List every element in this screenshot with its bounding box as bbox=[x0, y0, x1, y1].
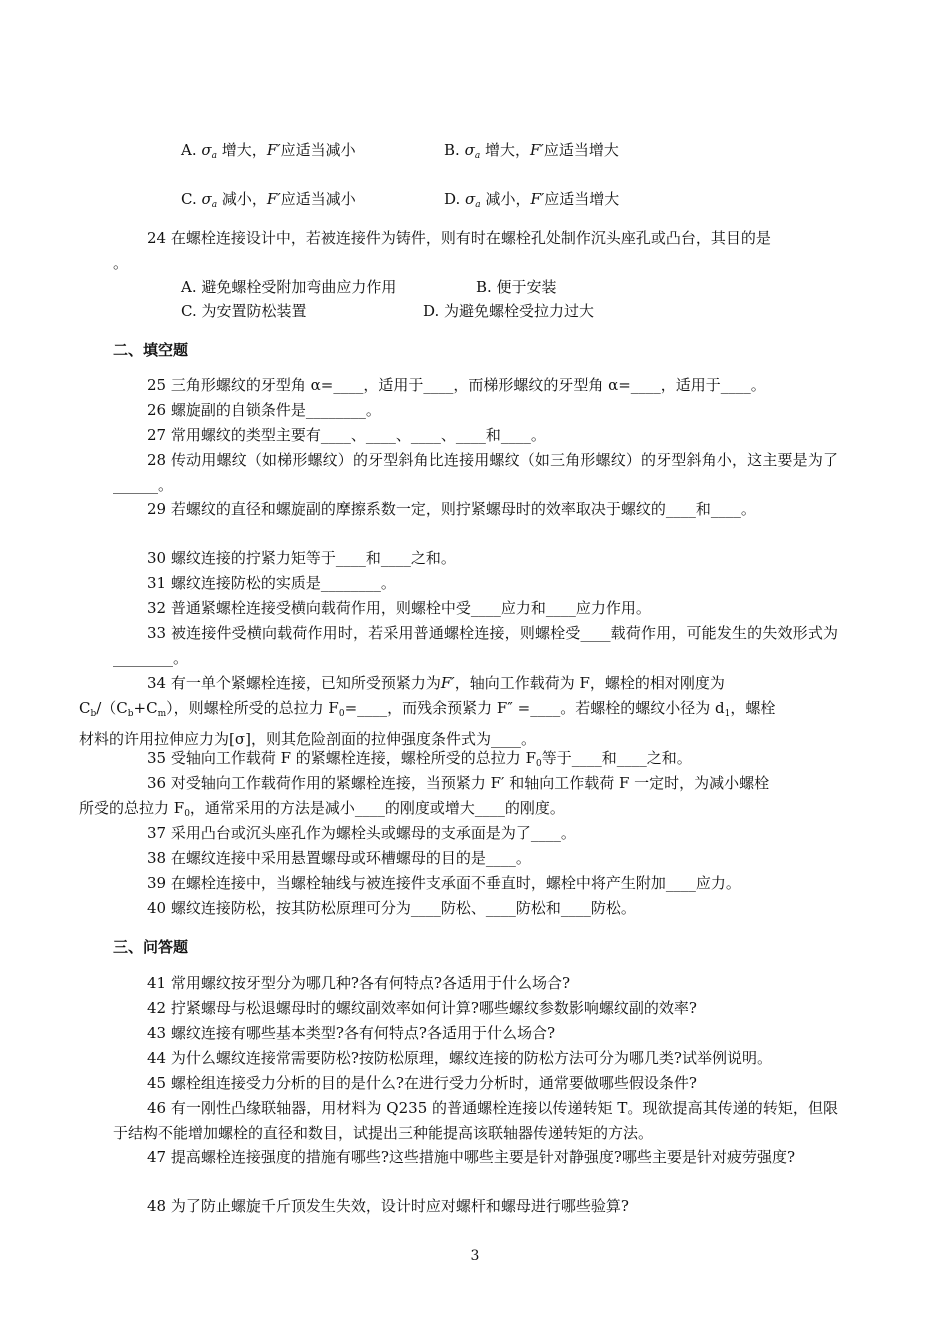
option-b-label: B. bbox=[444, 141, 460, 159]
question-24: 24 在螺栓连接设计中，若被连接件为铸件，则有时在螺栓孔处制作沉头座孔或凸台，其目的是 bbox=[147, 229, 771, 247]
question-30: 30 螺纹连接的拧紧力矩等于____和____之和。 bbox=[147, 549, 456, 567]
option-b-text: 增大， bbox=[484, 141, 530, 159]
page-number: 3 bbox=[470, 1248, 480, 1264]
option-a-text-2: 应适当减小 bbox=[280, 141, 356, 159]
option-c bbox=[181, 190, 356, 208]
question-26: 26 螺旋副的自锁条件是________。 bbox=[147, 401, 381, 419]
question-31: 31 螺纹连接防松的实质是________。 bbox=[147, 574, 396, 592]
question-34: 34 有一单个紧螺栓连接，已知所受预紧力为F′，轴向工作载荷为 F，螺栓的相对刚度为 $C_b/(C_b+C_m)$，则螺栓所受的总拉力 $F_0=\_\_\_\_$，而残余预紧力 F″ =____。若螺栓的螺纹小径为 $d_1$，螺栓 材料的许用拉伸应力为[σ]，则其危险剖面的拉伸强度条件式为____。 bbox=[79, 674, 776, 748]
question-24-cont: 。 bbox=[113, 254, 129, 272]
question-47: 47 提高螺栓连接强度的措施有哪些?这些措施中哪些主要是针对静强度?哪些主要是针对疲劳强度? bbox=[147, 1148, 795, 1166]
section-heading-qa: 三、问答题 bbox=[113, 938, 189, 956]
q24-option-c: C. 为安置防松装置 bbox=[181, 302, 307, 320]
option-a-text: 增大， bbox=[221, 141, 267, 159]
sigma-symbol: $\sigma_a$ bbox=[465, 190, 481, 210]
question-33: 33 被连接件受横向载荷作用时，若采用普通螺栓连接，则螺栓受____载荷作用，可能发生的失效形式为________。 bbox=[113, 624, 838, 667]
option-c-label: C. bbox=[181, 190, 197, 208]
q24-option-d: D. 为避免螺栓受拉力过大 bbox=[423, 302, 595, 320]
f-prime-symbol: F′ bbox=[440, 674, 455, 692]
question-40: 40 螺纹连接防松，按其防松原理可分为____防松、____防松和____防松。 bbox=[147, 899, 636, 917]
option-c-text: 减小， bbox=[221, 190, 267, 208]
sigma-symbol: $\sigma_a$ bbox=[201, 190, 218, 210]
option-d-label: D. bbox=[444, 190, 461, 208]
question-44: 44 为什么螺纹连接常需要防松?按防松原理，螺纹连接的防松方法可分为哪几类?试举例说明。 bbox=[147, 1049, 772, 1067]
q34-text-2: ，轴向工作载荷为 F，螺栓的相对刚度为 bbox=[454, 674, 725, 692]
question-32: 32 普通紧螺栓连接受横向载荷作用，则螺栓中受____应力和____应力作用。 bbox=[147, 599, 651, 617]
option-b-text-2: 应适当增大 bbox=[543, 141, 619, 159]
question-38: 38 在螺纹连接中采用悬置螺母或环槽螺母的目的是____。 bbox=[147, 849, 531, 867]
f-prime-symbol: F′ bbox=[266, 190, 281, 208]
f-prime-symbol: F′ bbox=[266, 141, 281, 159]
question-25: 25 三角形螺纹的牙型角 α=____，适用于____，而梯形螺纹的牙型角 α=____，适用于____。 bbox=[147, 376, 766, 394]
f-prime-symbol: F′ bbox=[530, 141, 544, 159]
q24-option-b: B. 便于安装 bbox=[476, 278, 557, 296]
option-c-text-2: 应适当减小 bbox=[280, 190, 356, 208]
question-28: 28 传动用螺纹（如梯形螺纹）的牙型斜角比连接用螺纹（如三角形螺纹）的牙型斜角小，这主要是为了______。 bbox=[113, 451, 838, 494]
question-39: 39 在螺栓连接中，当螺栓轴线与被连接件支承面不垂直时，螺栓中将产生附加____应力。 bbox=[147, 874, 741, 892]
option-a bbox=[181, 141, 356, 159]
q34-text-3: 材料的许用拉伸应力为[σ]，则其危险剖面的拉伸强度条件式为____。 bbox=[79, 730, 536, 748]
section-heading-fill: 二、填空题 bbox=[113, 341, 189, 359]
option-d bbox=[444, 189, 619, 215]
option-b bbox=[444, 140, 619, 166]
option-d-text-2: 应适当增大 bbox=[544, 190, 620, 208]
q24-option-a: A. 避免螺栓受附加弯曲应力作用 bbox=[181, 278, 397, 296]
q34-text-1: 34 有一单个紧螺栓连接，已知所受预紧力为 bbox=[147, 674, 441, 692]
question-41: 41 常用螺纹按牙型分为哪几种?各有何特点?各适用于什么场合? bbox=[147, 974, 570, 992]
question-43: 43 螺纹连接有哪些基本类型?各有何特点?各适用于什么场合? bbox=[147, 1024, 555, 1042]
question-27: 27 常用螺纹的类型主要有____、____、____、____和____。 bbox=[147, 426, 546, 444]
option-a-label: A. bbox=[181, 141, 197, 159]
question-29: 29 若螺纹的直径和螺旋副的摩擦系数一定，则拧紧螺母时的效率取决于螺纹的____和____。 bbox=[147, 500, 756, 518]
question-48: 48 为了防止螺旋千斤顶发生失效，设计时应对螺杆和螺母进行哪些验算? bbox=[147, 1197, 629, 1215]
question-42: 42 拧紧螺母与松退螺母时的螺纹副效率如何计算?哪些螺纹参数影响螺纹副的效率? bbox=[147, 999, 697, 1017]
question-37: 37 采用凸台或沉头座孔作为螺栓头或螺母的支承面是为了____。 bbox=[147, 824, 576, 842]
sigma-symbol: $\sigma_a$ bbox=[464, 141, 481, 161]
question-36: 36 对受轴向工作载荷作用的紧螺栓连接，当预紧力 F′ 和轴向工作载荷 F 一定时，为减小螺栓 所受的总拉力 $F_0$，通常采用的方法是减小____的刚度或增大____的刚度。 bbox=[79, 774, 770, 819]
question-46: 46 有一刚性凸缘联轴器，用材料为 Q235 的普通螺栓连接以传递转矩 T。现欲提高其传递的转矩，但限于结构不能增加螺栓的直径和数目，试提出三种能提高该联轴器传递转矩的方法。 bbox=[113, 1099, 838, 1142]
question-45: 45 螺栓组连接受力分析的目的是什么?在进行受力分析时，通常要做哪些假设条件? bbox=[147, 1074, 697, 1092]
f-prime-symbol: F′ bbox=[530, 190, 545, 208]
option-d-text: 减小， bbox=[485, 190, 531, 208]
sigma-symbol: $\sigma_a$ bbox=[201, 141, 218, 161]
question-35: 35 受轴向工作载荷 F 的紧螺栓连接，螺栓所受的总拉力 $F_0$等于____和____之和。 bbox=[147, 749, 692, 769]
option-row-ab bbox=[181, 140, 619, 166]
option-row-cd bbox=[181, 189, 620, 215]
